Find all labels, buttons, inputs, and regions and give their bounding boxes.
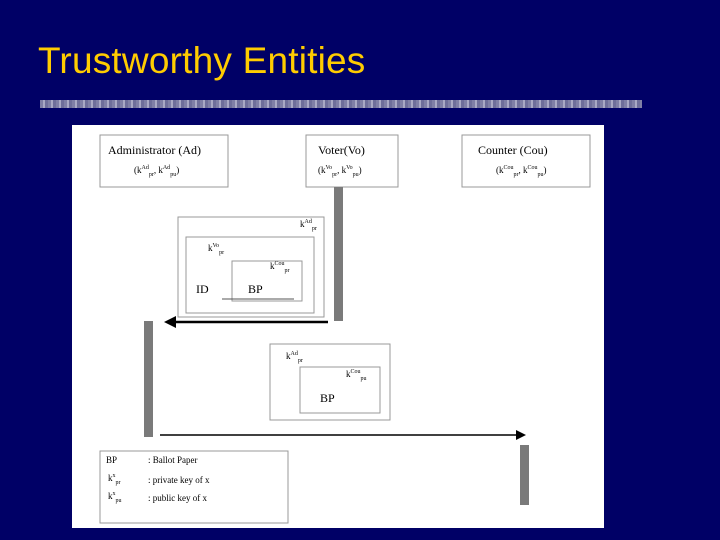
msg1-mid-envelope: [186, 237, 314, 313]
arrowhead-to-counter: [516, 430, 526, 440]
protocol-diagram: [72, 125, 604, 528]
msg1-bp-label: BP: [248, 282, 263, 296]
arrowhead-to-admin: [164, 316, 176, 328]
msg2-bp-label: BP: [320, 391, 335, 405]
legend-private-key-term: $k^x_{pr}$: [108, 473, 121, 486]
msg2-inner-envelope: [300, 367, 380, 413]
slide-title: Trustworthy Entities: [38, 40, 366, 81]
legend-bp-desc: : Ballot Paper: [148, 455, 198, 465]
counter-label: Counter (Cou): [478, 143, 548, 157]
msg1-counter-private-key: $k^{Cou}_{pr}$: [270, 261, 290, 274]
msg2-admin-private-key: $k^{Ad}_{pr}$: [286, 351, 303, 364]
msg1-inner-envelope: [232, 261, 302, 301]
voter-keys: ($k^{Vo}_{pr}$, $k^{Vo}_{pu}$): [318, 165, 362, 178]
admin-activation-bar: [144, 321, 153, 437]
title-underline: [40, 100, 642, 108]
administrator-label: Administrator (Ad): [108, 143, 201, 157]
msg1-id-label: ID: [196, 282, 209, 296]
legend-public-key-term: $k^x_{pu}$: [108, 491, 122, 504]
msg1-voter-private-key: $k^{Vo}_{pr}$: [208, 243, 225, 256]
counter-keys: ($k^{Cou}_{pr}$, $k^{Cou}_{pu}$): [496, 165, 547, 178]
legend-bp-term: BP: [106, 455, 118, 465]
counter-activation-bar: [520, 445, 529, 505]
voter-label: Voter(Vo): [318, 143, 365, 157]
msg1-admin-private-key: $k^{Ad}_{pr}$: [300, 219, 317, 232]
legend-public-key-desc: : public key of x: [148, 493, 207, 503]
administrator-keys: ($k^{Ad}_{pr}$, $k^{Ad}_{pu}$): [134, 165, 180, 178]
voter-activation-bar: [334, 187, 343, 321]
msg2-counter-public-key: $k^{Cou}_{pu}$: [346, 369, 367, 382]
legend-private-key-desc: : private key of x: [148, 475, 210, 485]
